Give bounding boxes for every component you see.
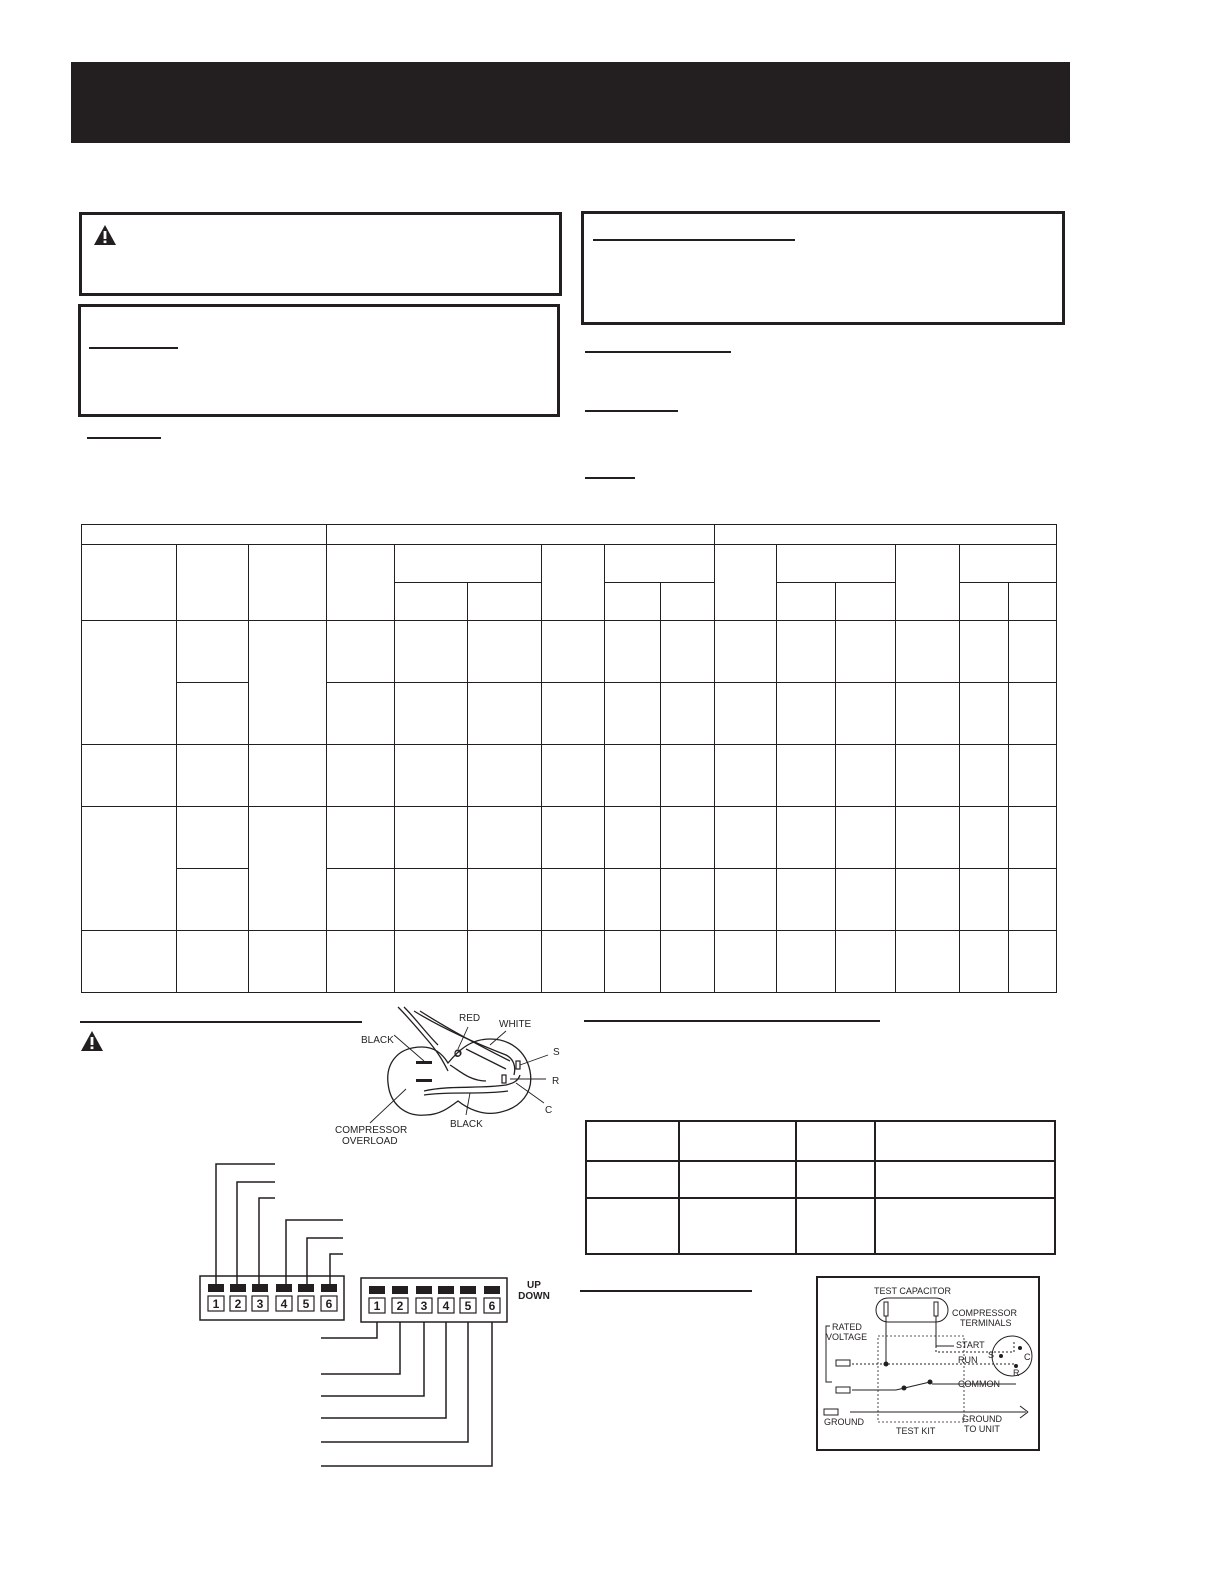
dip-switch bbox=[392, 1286, 408, 1294]
dip-right-2: 2 bbox=[396, 1299, 404, 1313]
label-s: S bbox=[553, 1047, 560, 1058]
overload-heading-rule bbox=[80, 1021, 362, 1023]
dip-right-4: 4 bbox=[442, 1299, 450, 1313]
label-run: RUN bbox=[958, 1355, 978, 1365]
electrical-heading-rule bbox=[584, 1020, 880, 1022]
label-compressor-terminals-1: COMPRESSOR bbox=[952, 1308, 1018, 1318]
label-overload-line2: OVERLOAD bbox=[342, 1136, 398, 1147]
dip-right-5: 5 bbox=[464, 1299, 472, 1313]
warning-icon bbox=[80, 1030, 104, 1052]
dip-bank-right bbox=[369, 1286, 500, 1313]
dip-left-4: 4 bbox=[280, 1297, 288, 1311]
label-start: START bbox=[956, 1340, 985, 1350]
dip-down-label: DOWN bbox=[518, 1291, 550, 1302]
dip-left-3: 3 bbox=[256, 1297, 264, 1311]
specification-table bbox=[81, 524, 1057, 993]
dip-left-1: 1 bbox=[212, 1297, 220, 1311]
dip-switch bbox=[416, 1286, 432, 1294]
warning-box bbox=[79, 212, 562, 296]
table-header-row bbox=[82, 525, 1057, 545]
header-bar bbox=[71, 62, 1070, 143]
dip-up-label: UP bbox=[527, 1280, 541, 1291]
label-r: R bbox=[552, 1076, 560, 1087]
dip-switch bbox=[369, 1286, 385, 1294]
dip-switch bbox=[208, 1284, 224, 1292]
capacitor-heading-rule bbox=[580, 1290, 752, 1292]
table-header-row bbox=[586, 1121, 1055, 1161]
label-common: COMMON bbox=[958, 1379, 1000, 1389]
table-row bbox=[82, 931, 1057, 993]
label-terminal-o: O bbox=[454, 1049, 462, 1059]
dip-bank-left bbox=[208, 1284, 337, 1311]
label-rated-voltage-1: RATED bbox=[832, 1322, 862, 1332]
label-black-bottom: BLACK bbox=[450, 1119, 483, 1130]
label-black-top: BLACK bbox=[361, 1035, 394, 1046]
dip-right-3: 3 bbox=[420, 1299, 428, 1313]
notice-heading-rule bbox=[593, 239, 795, 241]
dip-left-6: 6 bbox=[325, 1297, 333, 1311]
notice-box bbox=[581, 211, 1065, 325]
caution-heading-rule bbox=[89, 347, 178, 349]
left-heading-rule bbox=[87, 437, 161, 439]
caution-box bbox=[78, 304, 560, 417]
table-row bbox=[82, 745, 1057, 807]
table-header-row bbox=[82, 545, 1057, 583]
capacitor-test-diagram bbox=[816, 1276, 1041, 1452]
right-heading-rule-2 bbox=[585, 410, 678, 412]
table-row bbox=[586, 1161, 1055, 1198]
dip-left-2: 2 bbox=[234, 1297, 242, 1311]
table-row bbox=[82, 807, 1057, 869]
dip-left-5: 5 bbox=[302, 1297, 310, 1311]
label-compressor-terminals-2: TERMINALS bbox=[960, 1318, 1012, 1328]
table-row bbox=[82, 621, 1057, 683]
dip-right-1: 1 bbox=[373, 1299, 381, 1313]
label-ground-to-unit-1: GROUND bbox=[962, 1414, 1002, 1424]
right-heading-rule-3 bbox=[585, 477, 635, 479]
dip-switch bbox=[321, 1284, 337, 1292]
label-white: WHITE bbox=[499, 1019, 532, 1030]
label-ground: GROUND bbox=[824, 1417, 864, 1427]
label-terminal-s: S bbox=[988, 1350, 995, 1360]
right-heading-rule-1 bbox=[585, 351, 731, 353]
dip-switch bbox=[298, 1284, 314, 1292]
label-ground-to-unit-2: TO UNIT bbox=[964, 1424, 1000, 1434]
dip-switch bbox=[484, 1286, 500, 1294]
dip-switch bbox=[460, 1286, 476, 1294]
table-row bbox=[586, 1198, 1055, 1254]
dip-switch bbox=[438, 1286, 454, 1294]
label-red: RED bbox=[459, 1013, 481, 1024]
dip-right-6: 6 bbox=[488, 1299, 496, 1313]
dip-switch bbox=[252, 1284, 268, 1292]
label-test-kit: TEST KIT bbox=[896, 1426, 936, 1436]
label-overload-line1: COMPRESSOR bbox=[335, 1125, 408, 1136]
dip-switch bbox=[230, 1284, 246, 1292]
label-terminal-c: C bbox=[1024, 1352, 1031, 1362]
label-test-capacitor: TEST CAPACITOR bbox=[874, 1286, 952, 1296]
compressor-wiring-diagram bbox=[330, 1005, 570, 1150]
dip-switch bbox=[276, 1284, 292, 1292]
table-row bbox=[82, 683, 1057, 745]
label-terminal-r: R bbox=[1013, 1368, 1020, 1378]
warning-icon bbox=[93, 224, 117, 246]
label-c: C bbox=[545, 1105, 553, 1116]
dip-switch-diagram bbox=[195, 1160, 575, 1472]
label-rated-voltage-2: VOLTAGE bbox=[826, 1332, 868, 1342]
electrical-table bbox=[585, 1120, 1056, 1255]
table-row bbox=[82, 869, 1057, 931]
